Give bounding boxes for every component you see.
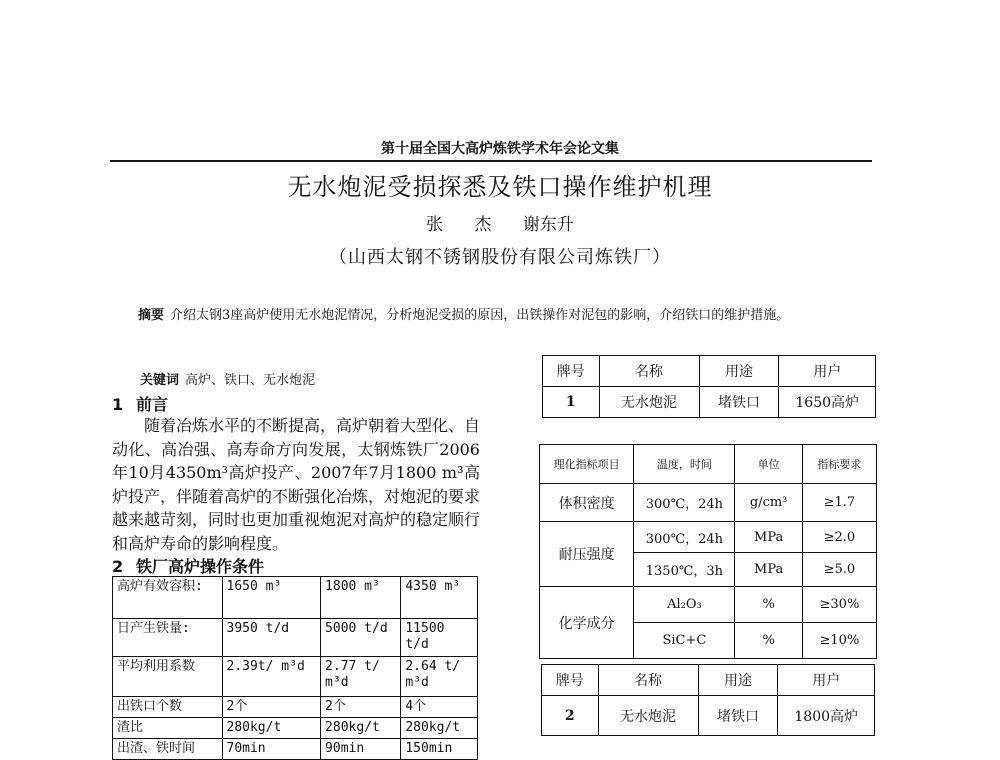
section-title: 前言 (136, 395, 169, 414)
table-cell: 300℃，24h (634, 522, 735, 553)
table-cell: 5000 t/d (321, 619, 401, 657)
table-row (113, 657, 478, 697)
section-heading-1 (112, 392, 168, 415)
section-number: 2 (112, 557, 124, 576)
table-cell: MPa (735, 522, 802, 553)
keywords-label: 关键词 (140, 373, 180, 388)
table-header-cell: 牌号 (542, 665, 599, 696)
table-cell: 平均利用系数 (113, 657, 223, 697)
section-heading-2 (112, 554, 264, 577)
intro-paragraph: 随着冶炼水平的不断提高，高炉朝着大型化、自动化、高冶强、高寿命方向发展，太钢炼铁厂2006年10月4350m³高炉投产、2007年7月1800 m³高炉投产，伴随着高炉的不断强化冶炼，对炮泥的要求越来越苛刻，同时也更加重视炮泥对高炉的稳定顺行和高炉寿命的影响程度。 (112, 416, 481, 553)
table-header-cell: 用途 (699, 356, 779, 387)
table-cell: 1650 m³ (222, 577, 321, 619)
table-cell: 1650高炉 (779, 387, 876, 418)
table-cell: 280kg/t (321, 718, 401, 739)
table-header-cell: 理化指标项目 (540, 445, 634, 484)
journal-header: 第十届全国大高炉炼铁学术年会论文集 (381, 141, 619, 157)
table-cell: 3950 t/d (222, 619, 321, 657)
abstract (138, 305, 863, 327)
table-row (543, 387, 876, 418)
table-cell: 2.64 t/ m³d (401, 657, 478, 697)
table-header-cell: 温度，时间 (634, 445, 735, 484)
table-cell: 11500 t/d (401, 619, 478, 657)
table-header-cell: 用途 (698, 665, 778, 696)
table-row (113, 619, 478, 657)
table-cell: g/cm³ (735, 484, 802, 522)
table-cell: 堵铁口 (698, 696, 778, 736)
clay-spec-table-1 (542, 355, 876, 418)
physical-chemical-index-table (539, 444, 877, 659)
authors: 张 杰 谢东升 (426, 215, 574, 235)
table-row (113, 697, 478, 718)
table-cell: MPa (735, 553, 802, 587)
table-cell: 体积密度 (540, 484, 634, 522)
table-cell: 300℃，24h (634, 484, 735, 522)
table-cell: 日产生铁量: (113, 619, 223, 657)
table-cell: 耐压强度 (540, 522, 634, 587)
table-header-row (542, 665, 875, 696)
keywords (140, 369, 315, 388)
table-cell: Al₂O₃ (634, 587, 735, 623)
table-cell: ≥2.0 (802, 522, 876, 553)
table-cell: 渣比 (113, 718, 223, 739)
table-cell: 280kg/t (401, 718, 478, 739)
operating-conditions-table (112, 576, 478, 760)
table-cell: 无水炮泥 (598, 696, 698, 736)
keywords-text: 高炉、铁口、无水炮泥 (185, 373, 316, 388)
table-cell: 1800 m³ (321, 577, 401, 619)
table-cell: 高炉有效容积: (113, 577, 223, 619)
table-cell: 1800高炉 (778, 696, 875, 736)
table-cell: 堵铁口 (699, 387, 779, 418)
table-cell: 出渣、铁时间 (113, 739, 223, 760)
section-title: 铁厂高炉操作条件 (136, 557, 265, 576)
table-header-cell: 牌号 (543, 356, 600, 387)
table-cell: 2.77 t/ m³d (321, 657, 401, 697)
table-row (113, 739, 478, 760)
table-row (540, 587, 877, 623)
table-header-cell: 名称 (599, 356, 699, 387)
table-header-row (540, 445, 877, 484)
table-cell: ≥10% (802, 623, 876, 659)
abstract-label: 摘要 (138, 308, 165, 323)
table-row (113, 577, 478, 619)
table-cell: % (735, 587, 802, 623)
affiliation: （山西太钢不锈钢股份有限公司炼铁厂） (329, 247, 671, 268)
table-header-cell: 名称 (598, 665, 698, 696)
table-row (540, 484, 877, 522)
table-cell: 70min (222, 739, 321, 760)
table-row (542, 696, 875, 736)
table-cell: 无水炮泥 (599, 387, 699, 418)
table-header-row (543, 356, 876, 387)
table-cell: 出铁口个数 (113, 697, 223, 718)
table-header-cell: 单位 (735, 445, 802, 484)
table-header-cell: 用户 (778, 665, 875, 696)
section-number: 1 (112, 395, 124, 414)
table-cell: ≥1.7 (802, 484, 876, 522)
table-header-cell: 指标要求 (802, 445, 876, 484)
table-cell: 280kg/t (222, 718, 321, 739)
table-cell: 2.39t/ m³d (222, 657, 321, 697)
table-cell: 1 (543, 387, 600, 418)
abstract-text: 介绍太钢3座高炉使用无水炮泥情况，分析炮泥受损的原因，出铁操作对泥包的影响，介绍铁口的维护措施。 (170, 308, 790, 323)
table-cell: 2 (542, 696, 599, 736)
table-cell: 4350 m³ (401, 577, 478, 619)
table-cell: ≥30% (802, 587, 876, 623)
table-cell: 1350℃，3h (634, 553, 735, 587)
table-cell: SiC+C (634, 623, 735, 659)
table-cell: 2个 (222, 697, 321, 718)
table-cell: 化学成分 (540, 587, 634, 659)
table-cell: ≥5.0 (802, 553, 876, 587)
table-header-cell: 用户 (779, 356, 876, 387)
table-cell: 4个 (401, 697, 478, 718)
table-row (540, 522, 877, 553)
paper-title: 无水炮泥受损探悉及铁口操作维护机理 (287, 173, 713, 201)
table-cell: 150min (401, 739, 478, 760)
header-rule (110, 160, 872, 162)
table-cell: % (735, 623, 802, 659)
table-row (113, 718, 478, 739)
table-cell: 2个 (321, 697, 401, 718)
clay-spec-table-2 (541, 664, 875, 736)
table-cell: 90min (321, 739, 401, 760)
